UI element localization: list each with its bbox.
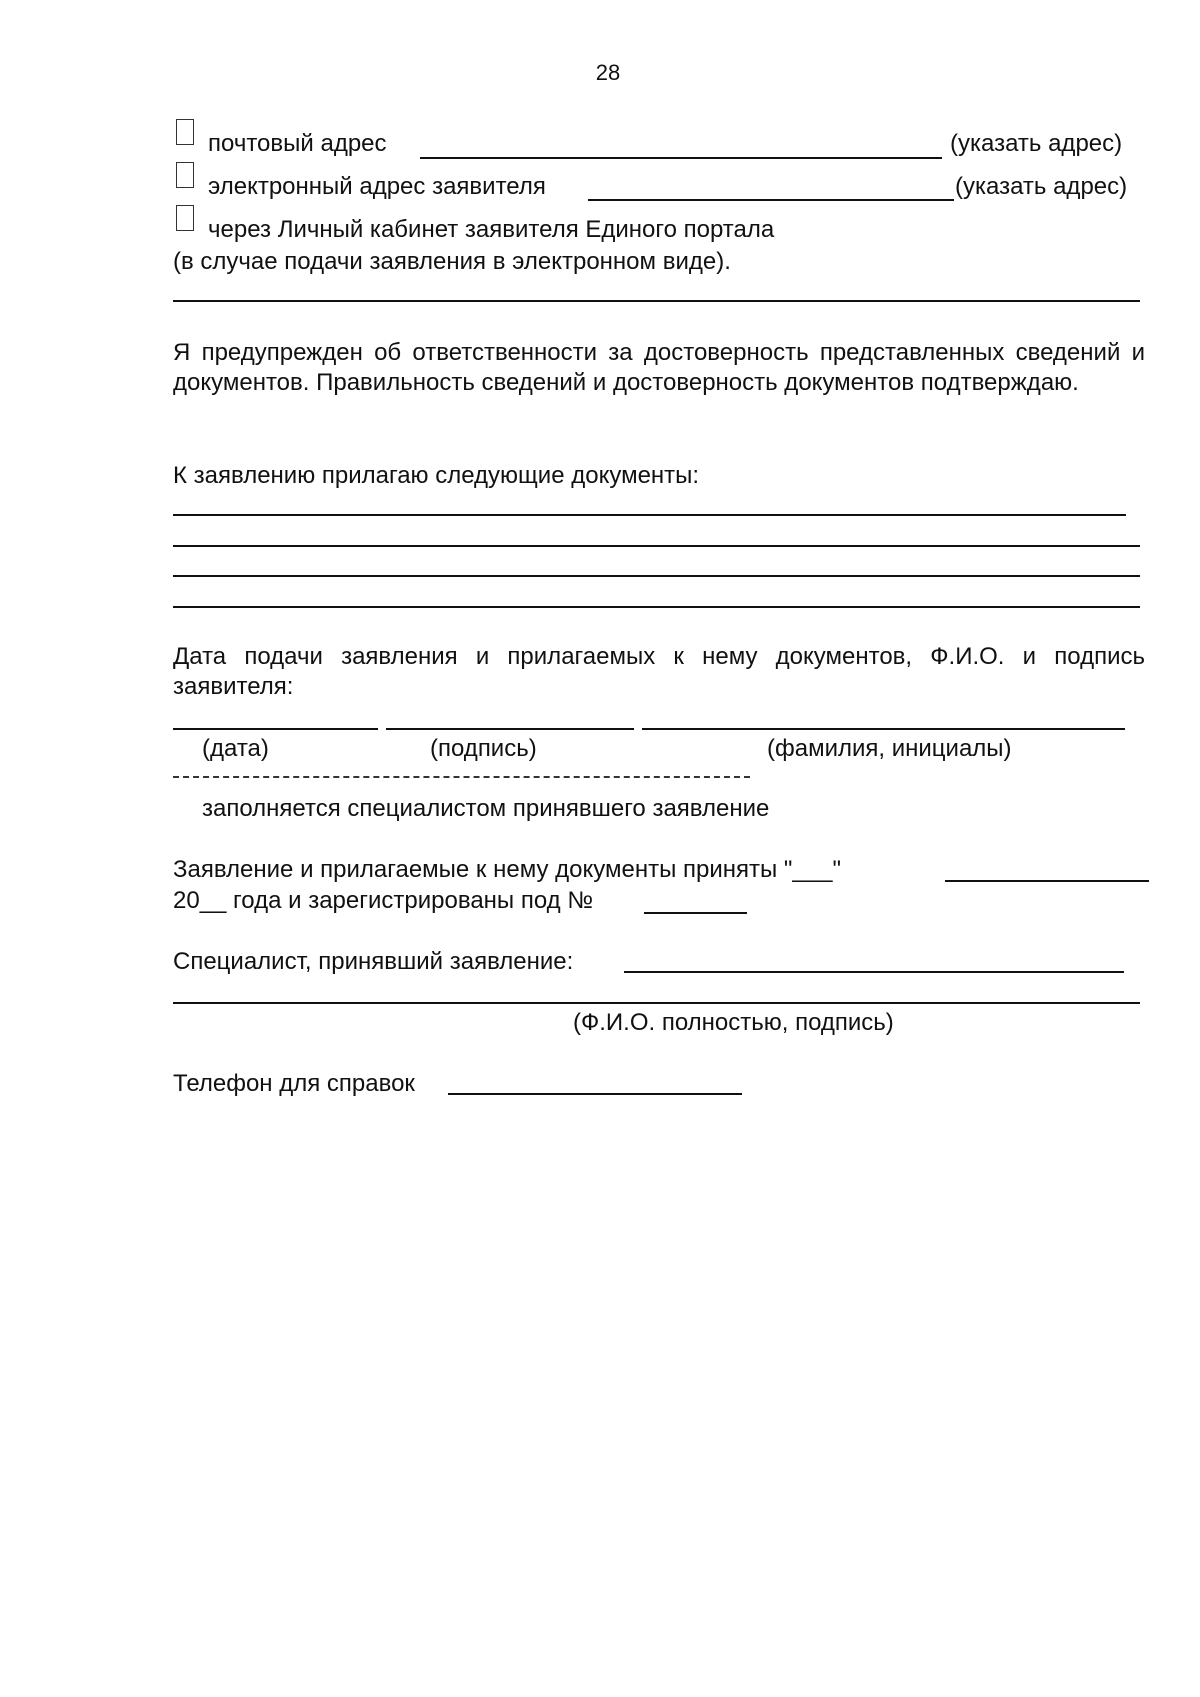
accepted-line-1: Заявление и прилагаемые к нему документы приняты "___" [173, 856, 841, 883]
signature-intro [173, 642, 1145, 702]
postal-address-input-line[interactable] [420, 157, 942, 159]
cabinet-note: (в случае подачи заявления в электронном виде). [173, 248, 731, 275]
warning-paragraph [173, 338, 1145, 398]
page-number: 28 [595, 60, 621, 85]
warning-line-1: Я предупрежден об ответственности за достоверность представленных [173, 339, 1005, 366]
date-caption: (дата) [202, 735, 269, 762]
signature-intro-line-2: заявителя: [173, 673, 294, 700]
email-address-label: электронный адрес заявителя [208, 173, 546, 200]
attachment-line-3[interactable] [173, 575, 1140, 577]
phone-input-line[interactable] [448, 1093, 742, 1095]
specialist-label: Специалист, принявший заявление: [173, 948, 574, 975]
postal-address-hint: (указать адрес) [950, 130, 1123, 157]
accepted-line-2: 20__ года и зарегистрированы под № [173, 887, 594, 914]
postal-address-label: почтовый адрес [208, 130, 387, 157]
name-caption: (фамилия, инициалы) [767, 735, 1012, 762]
attachment-line-1[interactable] [173, 514, 1126, 516]
date-input-line[interactable] [173, 728, 378, 730]
warning-line-2: сведений и документов. Правильность сведений и достоверность документов [173, 339, 1145, 396]
attachment-line-2[interactable] [173, 545, 1140, 547]
attachments-label: К заявлению прилагаю следующие документы: [173, 462, 700, 489]
signature-caption: (подпись) [430, 735, 537, 762]
registration-number-input-line[interactable] [644, 912, 747, 914]
dashed-divider [173, 776, 750, 778]
specialist-input-line[interactable] [624, 971, 1124, 973]
name-input-line[interactable] [642, 728, 1125, 730]
warning-line-3: подтверждаю. [920, 369, 1079, 396]
cabinet-checkbox[interactable] [176, 205, 194, 231]
attachment-line-4[interactable] [173, 606, 1140, 608]
separator-line [173, 300, 1140, 302]
postal-checkbox[interactable] [176, 119, 194, 145]
specialist-input-line-2[interactable] [173, 1002, 1140, 1004]
email-checkbox[interactable] [176, 162, 194, 188]
signature-intro-line-1: Дата подачи заявления и прилагаемых к нему документов, Ф.И.О. и подпись [173, 643, 1145, 670]
cabinet-label: через Личный кабинет заявителя Единого портала [208, 216, 775, 243]
specialist-heading: заполняется специалистом принявшего заявление [202, 795, 770, 822]
specialist-caption: (Ф.И.О. полностью, подпись) [573, 1009, 894, 1036]
email-address-hint: (указать адрес) [955, 173, 1128, 200]
phone-label: Телефон для справок [173, 1070, 415, 1097]
signature-input-line[interactable] [386, 728, 634, 730]
accepted-date-input-line[interactable] [945, 880, 1149, 882]
email-address-input-line[interactable] [588, 199, 954, 201]
